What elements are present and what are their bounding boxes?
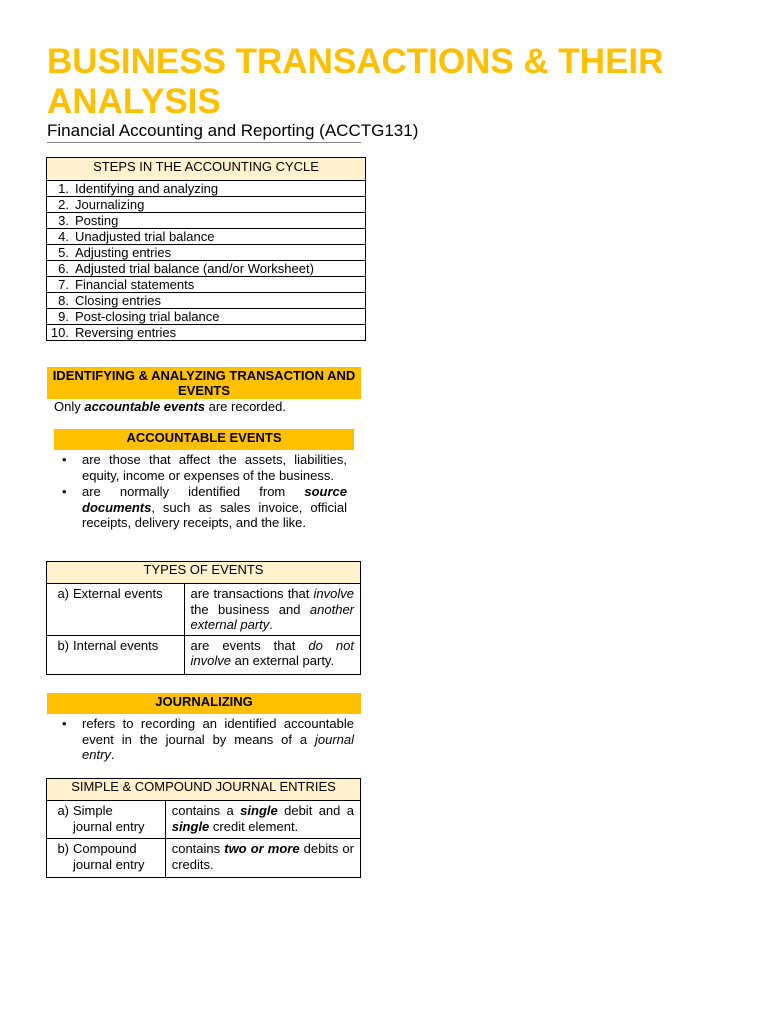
table-row (47, 839, 361, 878)
step-number: 6. (58, 261, 69, 276)
row-key: Internal events (73, 637, 159, 653)
step-number: 4. (58, 229, 69, 244)
accountable-events-list (54, 452, 347, 532)
row-value: are transactions that involve the business and another external party. (184, 584, 360, 636)
list-item (54, 716, 354, 763)
step-number: 3. (58, 213, 69, 228)
note-text: Only (54, 399, 85, 414)
note-emphasis: accountable events (84, 399, 205, 414)
row-letter: b) (57, 841, 69, 856)
step-text: Unadjusted trial balance (75, 229, 215, 244)
step-number: 9. (58, 309, 69, 324)
list-item (54, 484, 347, 531)
row-letter: a) (57, 803, 69, 818)
table-row (47, 635, 361, 674)
bullet-text: , such as sales invoice, official receipts, delivery receipts, and the like. (82, 499, 347, 530)
bullet-text: . (110, 747, 115, 762)
row-key: Simple journal entry (73, 803, 145, 834)
accountable-note (54, 399, 286, 414)
step-text: Reversing entries (75, 325, 177, 340)
step-text: Adjusting entries (75, 245, 172, 260)
bullet-text: refers to recording an identified accountable event in the journal by means of a (82, 716, 354, 747)
journalizing-list (54, 716, 354, 764)
table-header: SIMPLE & COMPOUND JOURNAL ENTRIES (47, 779, 361, 801)
table-row (47, 229, 366, 245)
table-row (47, 197, 366, 213)
step-text: Posting (75, 213, 119, 228)
table-header: STEPS IN THE ACCOUNTING CYCLE (47, 158, 366, 181)
step-text: Adjusted trial balance (and/or Worksheet) (75, 261, 314, 276)
page-title: BUSINESS TRANSACTIONS & THEIR ANALYSIS (47, 42, 664, 121)
row-letter: a) (57, 586, 69, 601)
table-row (47, 261, 366, 277)
row-key: External events (73, 586, 163, 601)
bullet-emphasis: source documents (82, 484, 347, 515)
step-text: Financial statements (75, 277, 195, 292)
table-row (47, 325, 366, 341)
bullet-emphasis: journal entry (82, 731, 354, 762)
step-text: Journalizing (75, 197, 145, 212)
row-letter: b) (57, 637, 69, 653)
list-item (54, 452, 347, 483)
bullet-text: are those that affect the assets, liabilities, equity, income or expenses of the business. (82, 452, 347, 483)
table-row (47, 309, 366, 325)
step-text: Closing entries (75, 293, 161, 308)
step-number: 2. (58, 197, 69, 212)
table-row (47, 584, 361, 636)
table-row (47, 801, 361, 839)
step-number: 7. (58, 277, 69, 292)
journal-entries-table (46, 778, 361, 878)
row-value: contains a single debit and a single credit element. (165, 801, 360, 839)
row-value: contains two or more debits or credits. (165, 839, 360, 878)
row-key: Compound journal entry (73, 841, 145, 872)
accounting-cycle-table (46, 157, 366, 341)
identifying-heading: IDENTIFYING & ANALYZING TRANSACTION AND EVENTS (47, 367, 361, 399)
accountable-events-heading: ACCOUNTABLE EVENTS (54, 429, 354, 450)
note-text: are recorded. (205, 399, 286, 414)
table-header: TYPES OF EVENTS (47, 562, 361, 584)
course-subtitle: Financial Accounting and Reporting (ACCTG131) (47, 121, 361, 143)
table-row (47, 213, 366, 229)
bullet-text: are normally identified from (82, 484, 305, 499)
step-number: 8. (58, 293, 69, 308)
step-text: Identifying and analyzing (75, 181, 219, 196)
step-number: 5. (58, 245, 69, 260)
step-number: 1. (58, 181, 69, 196)
step-number: 10. (50, 325, 69, 340)
journalizing-heading: JOURNALIZING (47, 693, 361, 714)
row-value: are events that do not involve an external party. (184, 635, 360, 674)
types-of-events-table (46, 561, 361, 675)
table-row (47, 245, 366, 261)
step-text: Post-closing trial balance (75, 309, 220, 324)
table-row (47, 277, 366, 293)
table-row (47, 293, 366, 309)
table-row (47, 181, 366, 197)
